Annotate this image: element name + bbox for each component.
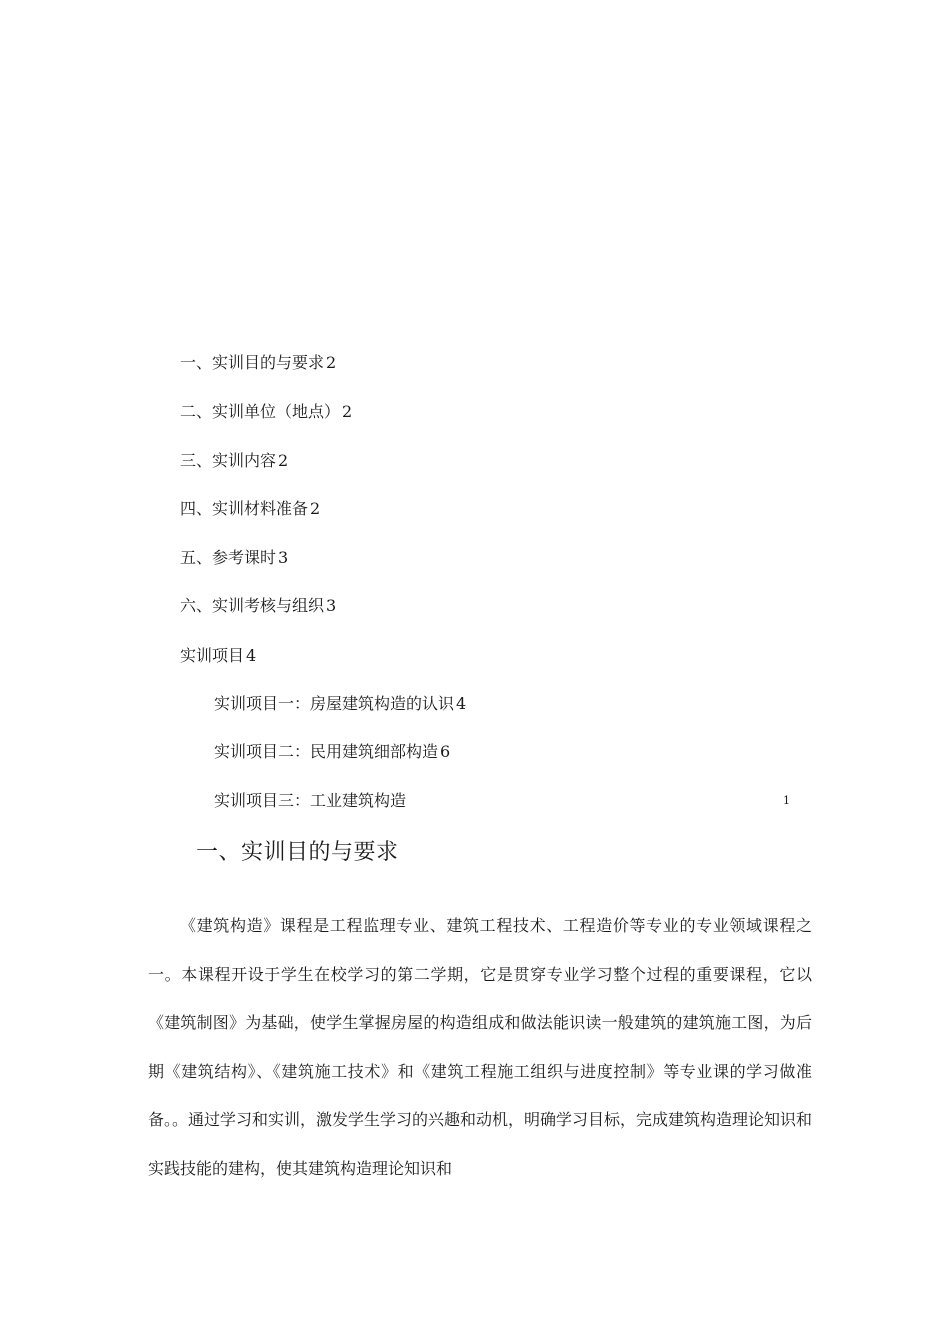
- toc-entry-text: 一、实训目的与要求: [180, 353, 325, 372]
- page-number: 1: [783, 794, 790, 807]
- toc-entry-text: 实训项目三：工业建筑构造: [214, 791, 407, 810]
- toc-entry-hours[interactable]: [180, 547, 288, 569]
- toc-entry-text: 二、实训单位（地点）: [180, 402, 341, 421]
- toc-subentry-project-3[interactable]: [214, 790, 408, 812]
- toc-entry-page: 2: [326, 353, 337, 372]
- toc-entry-location[interactable]: [180, 401, 352, 423]
- toc-entry-purpose[interactable]: [180, 352, 336, 374]
- toc-entry-text: 四、实训材料准备: [180, 499, 309, 518]
- toc-entry-text: 实训项目二：民用建筑细部构造: [214, 742, 439, 761]
- toc-entry-page: 4: [456, 694, 467, 713]
- toc-entry-text: 实训项目: [180, 646, 245, 665]
- toc-entry-page: 3: [326, 596, 337, 615]
- toc-entry-page: 4: [246, 646, 257, 665]
- body-paragraph: 《建筑构造》课程是工程监理专业、建筑工程技术、工程造价等专业的专业领域课程之一。本课程开设于学生在校学习的第二学期，它是贯穿专业学习整个过程的重要课程，它以《建筑制图》为基础，使学生掌握房屋的构造组成和做法能识读一般建筑的建筑施工图，为后期《建筑结构》、《建筑施工技术》和《建筑工程施工组织与进度控制》等专业课的学习做准备。。通过学习和实训，激发学生学习的兴趣和动机，明确学习目标，完成建筑构造理论知识和实践技能的建构，使其建筑构造理论知识和: [148, 916, 813, 1178]
- toc-entry-page: 6: [440, 742, 451, 761]
- toc-entry-page: 2: [310, 499, 321, 518]
- toc-entry-text: 六、实训考核与组织: [180, 596, 325, 615]
- toc-entry-page: 2: [278, 451, 289, 470]
- toc-entry-text: 五、参考课时: [180, 548, 277, 567]
- toc-entry-page: 3: [278, 548, 289, 567]
- toc-subentry-project-2[interactable]: [214, 741, 450, 763]
- toc-entry-materials[interactable]: [180, 498, 320, 520]
- toc-entry-text: 三、实训内容: [180, 451, 277, 470]
- section-heading: 一、实训目的与要求: [196, 840, 399, 865]
- toc-entry-text: 实训项目一：房屋建筑构造的认识: [214, 694, 455, 713]
- toc-entry-content[interactable]: [180, 450, 288, 472]
- toc-entry-projects[interactable]: [180, 645, 256, 667]
- toc-entry-page: 2: [342, 402, 353, 421]
- toc-entry-assessment[interactable]: [180, 595, 336, 617]
- toc-subentry-project-1[interactable]: [214, 693, 466, 715]
